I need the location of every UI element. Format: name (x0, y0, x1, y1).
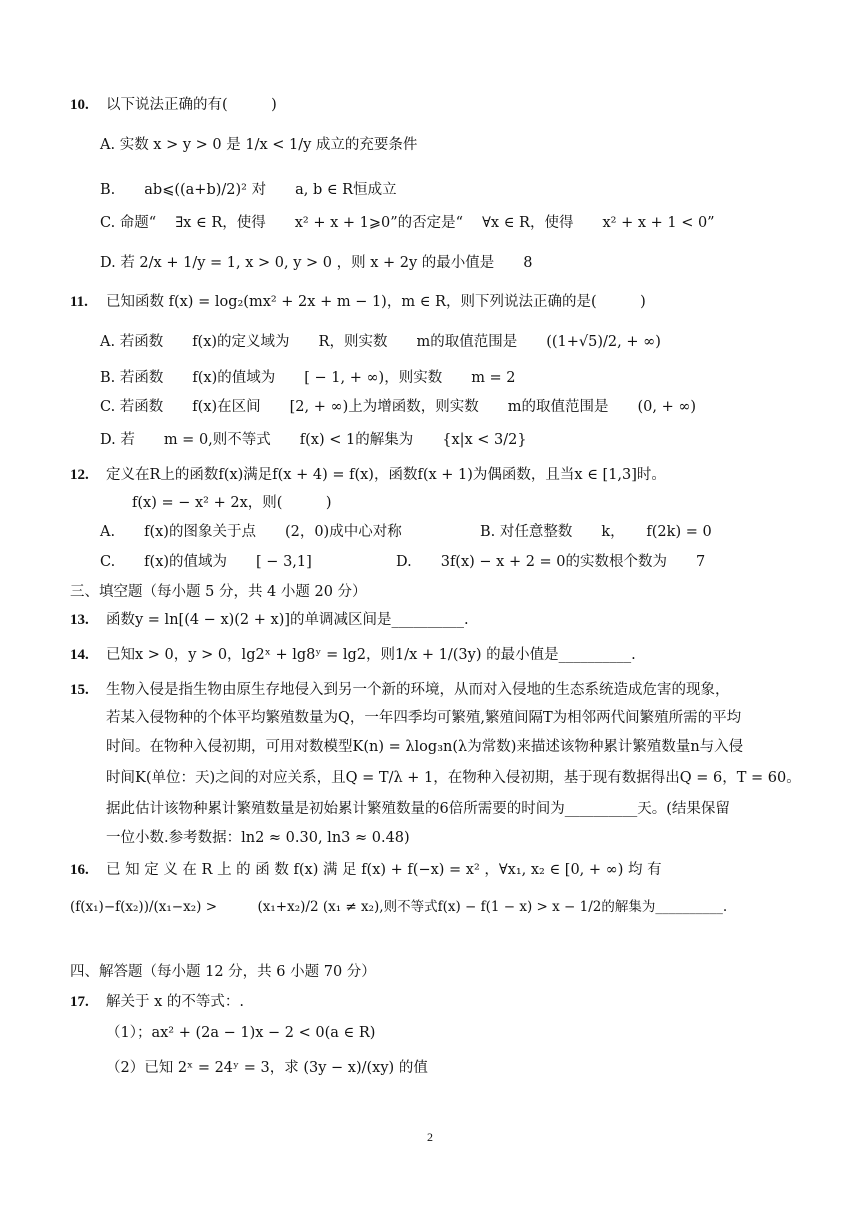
q14-number: 14. (70, 647, 89, 663)
q13-text: 函数y = ln[(4 − x)(2 + x)]的单调减区间是__________. (106, 612, 469, 628)
section-answer-heading: 四、解答题（每小题 12 分，共 6 小题 70 分） (70, 964, 376, 980)
q12-stem (70, 465, 666, 485)
q15-line2: 若某入侵物种的个体平均繁殖数量为Q，一年四季均可繁殖,繁殖间隔T为相邻两代间繁殖所需的平均 (106, 710, 742, 726)
q15-line1 (70, 680, 730, 700)
q15-line3: 时间。在物种入侵初期，可用对数模型K(n) = λlog₃n(λ为常数)来描述该物种累计繁殖数量n与入侵 (106, 739, 744, 755)
q15-line4: 时间K(单位：天)之间的对应关系，且Q = T/λ + 1，在物种入侵初期，基于现有数据得出Q = 6，T = 60。 (106, 770, 801, 786)
q12-number: 12. (70, 467, 89, 483)
q12-option-a: A. f(x)的图象关于点 (2，0)成中心对称 (100, 524, 402, 540)
q14-text: 已知x > 0，y > 0，lg2ˣ + lg8ʸ = lg2，则1/x + 1/(3y) 的最小值是__________. (106, 647, 636, 663)
q15-line5: 据此估计该物种累计繁殖数量是初始累计繁殖数量的6倍所需要的时间为__________天。(结果保留 (106, 801, 730, 817)
q14 (70, 645, 636, 665)
q17-number: 17. (70, 994, 89, 1010)
q17-stem-text: 解关于 x 的不等式：. (106, 994, 245, 1010)
q11-stem (70, 292, 646, 312)
q10-option-d: D. 若 2/x + 1/y = 1, x > 0, y > 0 ，则 x + 2y 的最小值是 8 (100, 255, 533, 271)
q11-stem-text: 已知函数 f(x) = log₂(mx² + 2x + m − 1)，m ∈ R，则下列说法正确的是( ) (106, 294, 646, 310)
q17-part1: （1）；ax² + (2a − 1)x − 2 < 0(a ∈ R) (106, 1025, 376, 1041)
q13 (70, 610, 469, 630)
q16-text-1: 已 知 定 义 在 R 上 的 函 数 f(x) 满 足 f(x) + f(−x) = x² ，∀x₁, x₂ ∈ [0, + ∞) 均 有 (106, 862, 662, 878)
q12-stem-line2: f(x) = − x² + 2x，则( ) (132, 495, 332, 511)
q10-stem-text: 以下说法正确的有( ) (106, 97, 277, 113)
q11-option-d: D. 若 m = 0,则不等式 f(x) < 1的解集为 {x|x < 3/2} (100, 432, 527, 448)
q17-stem (70, 992, 244, 1012)
q11-option-b: B. 若函数 f(x)的值域为 [ − 1, + ∞)，则实数 m = 2 (100, 370, 516, 386)
section-fill-in-heading: 三、填空题（每小题 5 分，共 4 小题 20 分） (70, 584, 367, 600)
q12-option-b: B. 对任意整数 k， f(2k) = 0 (480, 524, 712, 540)
q10-option-b: B. ab⩽((a+b)/2)² 对 a, b ∈ R恒成立 (100, 182, 397, 198)
q10-stem (70, 95, 277, 115)
q10-number: 10. (70, 97, 89, 113)
q10-option-a: A. 实数 x > y > 0 是 1/x < 1/y 成立的充要条件 (100, 137, 418, 153)
q10-option-c: C. 命题“ ∃x ∈ R，使得 x² + x + 1⩾0”的否定是“ ∀x ∈ R，使得 x² + x + 1 < 0” (100, 215, 715, 231)
q15-text-1: 生物入侵是指生物由原生存地侵入到另一个新的环境，从而对入侵地的生态系统造成危害的现象， (106, 682, 730, 698)
q17-part2: （2）已知 2ˣ = 24ʸ = 3，求 (3y − x)/(xy) 的值 (106, 1060, 428, 1076)
q15-number: 15. (70, 682, 89, 698)
q12-option-c: C. f(x)的值域为 [ − 3,1] (100, 554, 312, 570)
q16-number: 16. (70, 862, 89, 878)
q12-stem-text: 定义在R上的函数f(x)满足f(x + 4) = f(x)，函数f(x + 1)为偶函数，且当x ∈ [1,3]时。 (106, 467, 666, 483)
q11-option-c: C. 若函数 f(x)在区间 [2, + ∞)上为增函数，则实数 m的取值范围是 (0, + ∞) (100, 399, 697, 415)
q16-line2: (f(x₁)−f(x₂))/(x₁−x₂) > (x₁+x₂)/2 (x₁ ≠ x₂),则不等式f(x) − f(1 − x) > x − 1/2的解集为__________. (70, 899, 728, 915)
q13-number: 13. (70, 612, 89, 628)
q12-option-d: D. 3f(x) − x + 2 = 0的实数根个数为 7 (396, 554, 706, 570)
q11-number: 11. (70, 294, 88, 310)
q11-option-a: A. 若函数 f(x)的定义域为 R，则实数 m的取值范围是 ((1+√5)/2, + ∞) (100, 334, 661, 350)
q16-line1 (70, 860, 662, 880)
page-number: 2 (427, 1130, 433, 1144)
q15-line6: 一位小数.参考数据：ln2 ≈ 0.30, ln3 ≈ 0.48) (106, 830, 410, 846)
